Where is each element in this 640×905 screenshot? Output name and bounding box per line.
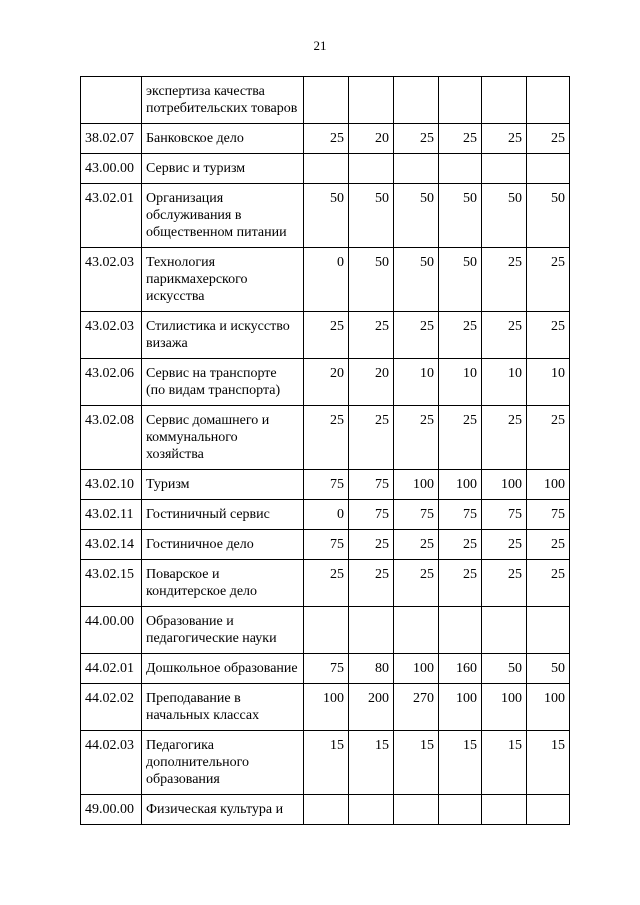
value-cell: 25: [527, 124, 570, 154]
value-cell: 25: [527, 248, 570, 312]
specialty-name-cell: Банковское дело: [142, 124, 304, 154]
value-cell: [394, 154, 439, 184]
value-cell: 25: [349, 406, 394, 470]
value-cell: 25: [527, 312, 570, 359]
value-cell: 25: [439, 124, 482, 154]
value-cell: 25: [482, 530, 527, 560]
value-cell: 100: [439, 684, 482, 731]
value-cell: 75: [349, 470, 394, 500]
value-cell: [439, 607, 482, 654]
specialty-name-cell: Гостиничное дело: [142, 530, 304, 560]
value-cell: 10: [527, 359, 570, 406]
specialty-code-cell: 43.02.08: [81, 406, 142, 470]
value-cell: 100: [394, 470, 439, 500]
value-cell: 25: [394, 560, 439, 607]
table-row: [81, 312, 570, 359]
value-cell: 0: [304, 500, 349, 530]
value-cell: 20: [349, 124, 394, 154]
value-cell: 25: [394, 312, 439, 359]
specialty-name-cell: Сервис и туризм: [142, 154, 304, 184]
value-cell: 25: [482, 248, 527, 312]
value-cell: 50: [439, 184, 482, 248]
specialty-code-cell: 43.02.03: [81, 248, 142, 312]
value-cell: [349, 154, 394, 184]
value-cell: 10: [482, 359, 527, 406]
value-cell: 75: [349, 500, 394, 530]
value-cell: [482, 77, 527, 124]
value-cell: 50: [527, 184, 570, 248]
value-cell: 15: [304, 731, 349, 795]
table-row: [81, 654, 570, 684]
value-cell: [482, 607, 527, 654]
value-cell: [349, 607, 394, 654]
value-cell: 25: [304, 124, 349, 154]
value-cell: 25: [527, 560, 570, 607]
value-cell: 25: [439, 312, 482, 359]
value-cell: 100: [527, 684, 570, 731]
value-cell: 75: [527, 500, 570, 530]
value-cell: 75: [304, 654, 349, 684]
specialty-name-cell: Поварское и кондитерское дело: [142, 560, 304, 607]
table-row: [81, 406, 570, 470]
value-cell: 25: [304, 312, 349, 359]
value-cell: [482, 154, 527, 184]
value-cell: 25: [304, 406, 349, 470]
specialty-name-cell: Дошкольное образование: [142, 654, 304, 684]
value-cell: [482, 795, 527, 825]
value-cell: 50: [349, 184, 394, 248]
value-cell: 25: [394, 406, 439, 470]
value-cell: 100: [482, 684, 527, 731]
table-row: [81, 184, 570, 248]
value-cell: [527, 607, 570, 654]
value-cell: 75: [394, 500, 439, 530]
value-cell: 25: [527, 530, 570, 560]
table-row: [81, 470, 570, 500]
value-cell: [439, 154, 482, 184]
specialty-name-cell: Сервис на транспорте (по видам транспорта): [142, 359, 304, 406]
value-cell: 20: [349, 359, 394, 406]
value-cell: 25: [349, 312, 394, 359]
specialty-code-cell: 43.02.11: [81, 500, 142, 530]
value-cell: [439, 795, 482, 825]
value-cell: 25: [394, 124, 439, 154]
value-cell: [304, 154, 349, 184]
specialty-name-cell: Образование и педагогические науки: [142, 607, 304, 654]
value-cell: [349, 795, 394, 825]
table-row: [81, 248, 570, 312]
table-row: [81, 77, 570, 124]
specialty-code-cell: 44.00.00: [81, 607, 142, 654]
value-cell: 25: [349, 530, 394, 560]
value-cell: 10: [394, 359, 439, 406]
value-cell: [394, 795, 439, 825]
specialty-code-cell: 43.00.00: [81, 154, 142, 184]
value-cell: 200: [349, 684, 394, 731]
value-cell: 25: [439, 560, 482, 607]
value-cell: 25: [304, 560, 349, 607]
value-cell: 25: [394, 530, 439, 560]
value-cell: 50: [482, 654, 527, 684]
specialty-code-cell: 43.02.01: [81, 184, 142, 248]
value-cell: 15: [439, 731, 482, 795]
specialty-name-cell: Стилистика и искусство визажа: [142, 312, 304, 359]
value-cell: 100: [394, 654, 439, 684]
specialty-name-cell: Физическая культура и: [142, 795, 304, 825]
specialty-code-cell: 43.02.10: [81, 470, 142, 500]
value-cell: [527, 795, 570, 825]
value-cell: 75: [439, 500, 482, 530]
value-cell: 160: [439, 654, 482, 684]
value-cell: 0: [304, 248, 349, 312]
value-cell: 50: [304, 184, 349, 248]
value-cell: 80: [349, 654, 394, 684]
specialty-code-cell: 44.02.01: [81, 654, 142, 684]
value-cell: 50: [527, 654, 570, 684]
table-body: [81, 77, 570, 825]
specialty-table: [80, 76, 570, 825]
value-cell: [527, 77, 570, 124]
specialty-name-cell: Педагогика дополнительного образования: [142, 731, 304, 795]
specialty-name-cell: Технология парикмахерского искусства: [142, 248, 304, 312]
value-cell: 50: [394, 248, 439, 312]
value-cell: 25: [527, 406, 570, 470]
table-row: [81, 560, 570, 607]
value-cell: 25: [482, 406, 527, 470]
value-cell: 50: [439, 248, 482, 312]
value-cell: [394, 607, 439, 654]
value-cell: 10: [439, 359, 482, 406]
value-cell: 25: [439, 406, 482, 470]
specialty-name-cell: Туризм: [142, 470, 304, 500]
value-cell: 20: [304, 359, 349, 406]
value-cell: 100: [439, 470, 482, 500]
specialty-code-cell: 44.02.02: [81, 684, 142, 731]
value-cell: 25: [482, 124, 527, 154]
table-row: [81, 607, 570, 654]
value-cell: 100: [304, 684, 349, 731]
value-cell: 75: [304, 530, 349, 560]
value-cell: 100: [527, 470, 570, 500]
value-cell: 50: [482, 184, 527, 248]
value-cell: 75: [482, 500, 527, 530]
specialty-name-cell: Организация обслуживания в общественном питании: [142, 184, 304, 248]
value-cell: 270: [394, 684, 439, 731]
value-cell: [394, 77, 439, 124]
specialty-name-cell: экспертиза качества потребительских товаров: [142, 77, 304, 124]
value-cell: 25: [482, 312, 527, 359]
value-cell: 50: [349, 248, 394, 312]
value-cell: [304, 795, 349, 825]
value-cell: [349, 77, 394, 124]
table-row: [81, 124, 570, 154]
table-row: [81, 500, 570, 530]
value-cell: 25: [482, 560, 527, 607]
value-cell: 50: [394, 184, 439, 248]
value-cell: 25: [439, 530, 482, 560]
value-cell: [439, 77, 482, 124]
table-row: [81, 530, 570, 560]
value-cell: 15: [394, 731, 439, 795]
page-number: 21: [313, 38, 327, 53]
table-row: [81, 731, 570, 795]
specialty-code-cell: 43.02.15: [81, 560, 142, 607]
value-cell: 75: [304, 470, 349, 500]
table-row: [81, 154, 570, 184]
value-cell: 15: [349, 731, 394, 795]
specialty-code-cell: [81, 77, 142, 124]
specialty-code-cell: 44.02.03: [81, 731, 142, 795]
value-cell: 15: [527, 731, 570, 795]
specialty-code-cell: 43.02.06: [81, 359, 142, 406]
specialty-name-cell: Сервис домашнего и коммунального хозяйства: [142, 406, 304, 470]
table-row: [81, 684, 570, 731]
specialty-name-cell: Гостиничный сервис: [142, 500, 304, 530]
value-cell: [527, 154, 570, 184]
specialty-code-cell: 49.00.00: [81, 795, 142, 825]
value-cell: 25: [349, 560, 394, 607]
value-cell: 15: [482, 731, 527, 795]
value-cell: [304, 77, 349, 124]
table-row: [81, 359, 570, 406]
specialty-code-cell: 43.02.03: [81, 312, 142, 359]
value-cell: 100: [482, 470, 527, 500]
specialty-code-cell: 43.02.14: [81, 530, 142, 560]
table-row: [81, 795, 570, 825]
specialty-name-cell: Преподавание в начальных классах: [142, 684, 304, 731]
value-cell: [304, 607, 349, 654]
specialty-code-cell: 38.02.07: [81, 124, 142, 154]
